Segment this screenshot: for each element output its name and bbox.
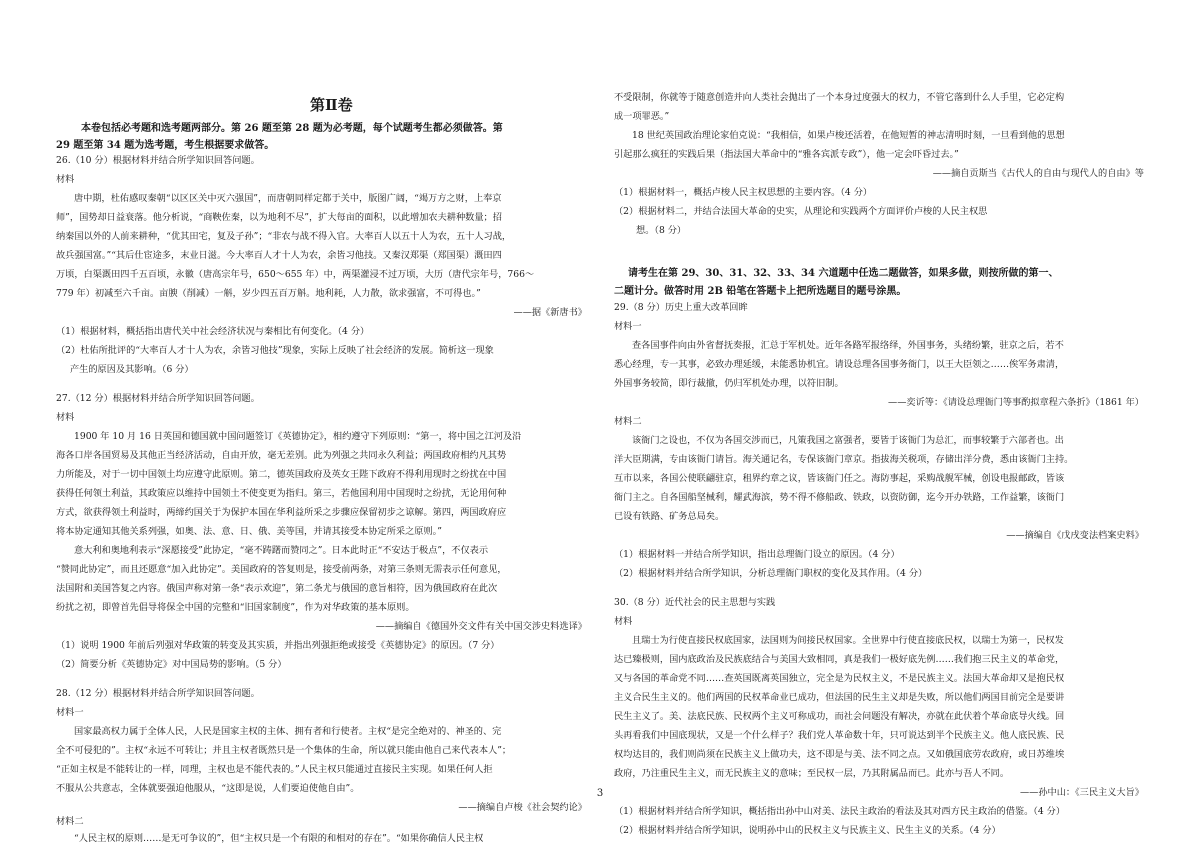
q26-question: 产生的原因及其影响。（6 分） <box>70 364 194 375</box>
q27-material-label: 材料 <box>56 412 75 423</box>
q28-material1-label: 材料一 <box>56 707 84 718</box>
q26-question: （2）杜佑所批评的“大率百人才十人为农，余皆习他技”现象，实际上反映了社会经济的发展。简析这一现象 <box>56 345 494 356</box>
q27-source: ——摘编自《德国外交文件有关中国交涉史料选译》 <box>375 621 587 632</box>
q26-material-line: 师”，国势却日益衰落。他分析说，“商鞅佐秦，以为地利不尽”，扩大每亩的面积，以此增加农夫耕种数量；招 <box>56 212 502 223</box>
q29-material2-line: 互市以来，各国公使联翩驻京，租界约章之议，皆该衙门任之。海防事起，采购战舰军械，创设电报邮政，皆该 <box>614 473 1065 484</box>
q29-material2-line: 洋大臣期满，专由该衙门请旨。海关通记名，专保该衙门章京。指拔海关税项，存储出洋分费，悉由该衙门主持。 <box>614 454 1074 465</box>
q29-question: （1）根据材料一并结合所学知识，指出总理衙门设立的原因。（4 分） <box>614 549 900 560</box>
q27-question: （2）简要分析《英德协定》对中国局势的影响。（5 分） <box>56 659 287 670</box>
right-column <box>614 0 1144 849</box>
q28-material1-source: ——摘编自卢梭《社会契约论》 <box>458 802 587 813</box>
q29-material2-source: ——摘编自《戊戌变法档案史料》 <box>1006 530 1144 541</box>
q30-question: （2）根据材料并结合所学知识，说明孙中山的民权主义与民族主义、民生主义的关系。（4 分） <box>614 825 1001 836</box>
q28-material1-line: 全不可侵犯的”。主权“永远不可转让；并且主权者既然只是一个集体的生命，所以就只能由他自己来代表本人”； <box>56 745 512 756</box>
q29-stem: 29.（8 分）历史上重大改革回眸 <box>614 302 748 313</box>
section-instructions-line-2: 29 题至第 34 题为选考题，考生根据要求做答。 <box>56 140 275 151</box>
page-number: 3 <box>596 788 604 799</box>
q27-question: （1）说明 1900 年前后列强对华政策的转变及其实质，并指出列强拒绝或接受《英德协定》的原因。（7 分） <box>56 640 500 651</box>
q28-material1-line: 国家最高权力属于全体人民，人民是国家主权的主体、拥有者和行使者。主权“是完全绝对的、神圣的、完 <box>74 726 502 737</box>
q27-material-line: 将本协定通知其他关系列强，如奥、法、意、日、俄、美等国，并请其接受本协定所采之原则。” <box>56 526 442 537</box>
q30-material-line: 权均达目的，我们则尚须在民族主义上做功夫，这不即是与美、法不同之点。又如俄国底劳农政府，或日苏维埃 <box>614 749 1065 760</box>
q27-material-line: 法国附和美国答复之内容。俄国声称对第一条“表示欢迎”，第二条尤与俄国的意旨相符，因为俄国政府在此次 <box>56 583 498 594</box>
q27-material-line: 获得任何领土利益，其政策应以维持中国领土不使变更为指归。第三，若他国利用中国现时之纷扰，无论用何种 <box>56 488 507 499</box>
q28-question: 想。（8 分） <box>636 225 687 236</box>
left-column <box>56 0 593 849</box>
q28-material2-source: ——摘自贡斯当《古代人的自由与现代人的自由》等 <box>932 168 1144 179</box>
q30-material-line: 政府，乃注重民生主义，而无民族主义的意味；至民权一层，乃其附属品而已。此亦与吾人不同。 <box>614 768 1010 779</box>
q30-material-line: 头再看我们中国底现状，又是一个什么样子？我们党人革命数十年，只可说达到半个民族主义。他人底民族、民 <box>614 730 1065 741</box>
q29-material2-line: 该衙门之设也，不仅为各国交涉而已，凡策我国之富强者，要皆于该衙门为总汇，而事较繁于六部者也。出 <box>632 435 1064 446</box>
section-title: 第Ⅱ卷 <box>310 96 353 114</box>
q29-material1-label: 材料一 <box>614 321 642 332</box>
q28-continued-line: 不受限制，你就等于随意创造并向人类社会抛出了一个本身过度强大的权力，不管它落到什么人手里，它必定构 <box>614 92 1065 103</box>
q30-material-label: 材料 <box>614 616 633 627</box>
q30-source: ——孙中山：《三民主义大旨》 <box>1019 787 1144 798</box>
q29-material1-line: 外国事务较简，即行裁撤，仍归军机处办理，以符旧制。 <box>614 378 844 389</box>
q30-material-line: 又与各国的革命党不同……查英国既离英国独立，完全是为民权主义，不是民族主义。法国大革命却又是抱民权 <box>614 673 1065 684</box>
q26-stem: 26.（10 分）根据材料并结合所学知识回答问题。 <box>56 155 260 166</box>
q28-continued-line: 成一项罪恶。” <box>614 111 670 122</box>
q30-stem: 30.（8 分）近代社会的民主思想与实践 <box>614 597 776 608</box>
q29-material2-label: 材料二 <box>614 416 642 427</box>
q29-material2-line: 已设有铁路、矿务总局矣。 <box>614 511 725 522</box>
q29-material1-line: 查各国事件向由外省督抚奏报，汇总于军机处。近年各路军报络绎，外国事务，头绪纷繁，驻京之后，若不 <box>632 340 1064 351</box>
q26-material-line: 唐中期，杜佑感叹秦朝“以区区关中灭六强国”，而唐朝同样定都于关中，版图广阔，“竭万方之财，上奉京 <box>74 193 502 204</box>
q28-question: （2）根据材料二，并结合法国大革命的史实，从理论和实践两个方面评价卢梭的人民主权思 <box>614 206 988 217</box>
q26-question: （1）根据材料，概括指出唐代关中社会经济状况与秦相比有何变化。（4 分） <box>56 326 370 337</box>
q30-question: （1）根据材料并结合所学知识，概括指出孙中山对美、法民主政治的看法及其对西方民主政治的借鉴。（4 分） <box>614 806 1066 817</box>
q28-continued-line: 18 世纪英国政治理论家伯克说：“我相信，如果卢梭还活着，在他短暂的神志清明时刻，一旦看到他的思想 <box>632 130 1065 141</box>
q30-material-line: 且瑞士为行使直接民权底国家，法国则为间接民权国家。全世界中行使直接底民权，以瑞士为第一，民权发 <box>632 635 1064 646</box>
q30-material-line: 民生主义了。美、法底民族、民权两个主义可称成功，而社会问题没有解决，亦就在此伏着个革命底导火线。回 <box>614 711 1065 722</box>
q26-source: ——据《新唐书》 <box>513 307 587 318</box>
q26-material-label: 材料 <box>56 174 75 185</box>
q27-material-line: 海各口岸各国贸易及其他正当经济活动，自由开放，毫无差别。此为列强之共同永久利益；两国政府相约凡其势 <box>56 450 507 461</box>
q28-material2-label: 材料二 <box>56 816 84 827</box>
q27-material-line: 纷扰之初，即曾首先倡导将保全中国的完整和“旧国家制度”，作为对华政策的基本原则。 <box>56 602 415 613</box>
q28-material1-line: “正如主权是不能转让的一样，同理，主权也是不能代表的。”人民主权只能通过直接民主实现。如果任何人拒 <box>56 764 493 775</box>
q27-stem: 27.（12 分）根据材料并结合所学知识回答问题。 <box>56 393 260 404</box>
q29-material1-source: ——奕䜣等：《请设总理衙门等事酌拟章程六条折》（1861 年） <box>888 397 1144 408</box>
q29-material1-line: 悉心经理，专一其事，必致办理延缓，未能悉协机宜。请设总理各国事务衙门，以王大臣领之……俟军务肃清， <box>614 359 1065 370</box>
q26-material-line: 纳秦国以外的人前来耕种，“优其田宅，复及子孙”；“非农与战不得入官。大率百人以五十人为农，五十人习战， <box>56 231 512 242</box>
q28-stem: 28.（12 分）根据材料并结合所学知识回答问题。 <box>56 688 260 699</box>
q29-material2-line: 衙门主之。自各国船坚械利，耀武海滨，势不得不修船政、铁政，以资防御，迄今开办铁路，工作益繁，该衙门 <box>614 492 1065 503</box>
q27-material-line: “赞同此协定”，而且还愿意“加入此协定”。美国政府的答复则是，接受前两条，对第三条则无需表示任何意见， <box>56 564 507 575</box>
q29-question: （2）根据材料并结合所学知识，分析总理衙门职权的变化及其作用。（4 分） <box>614 568 928 579</box>
q27-material-line: 方式，欲获得领土利益时，两缔约国关于为保护本国在华利益所采之步骤应保留初步之谅解。第四，两国政府应 <box>56 507 507 518</box>
elective-instructions-line-2: 二题计分。做答时用 2B 铅笔在答题卡上把所选题目的题号涂黑。 <box>614 286 907 297</box>
q26-material-line: 万顷，白渠溉田四千五百顷，永徽（唐高宗年号，650～655 年）中，两渠灌浸不过万顷，大历（唐代宗年号，766～ <box>56 269 535 280</box>
q27-material-line: 力所能及，对于一切中国领土均应遵守此原则。第二，德英国政府及英女王陛下政府不得利用现时之纷扰在中国 <box>56 469 507 480</box>
section-instructions-line-1: 本卷包括必考题和选考题两部分。第 26 题至第 28 题为必考题，每个试题考生都必须做答。第 <box>81 123 503 134</box>
q27-material-line: 意大利和奥地利表示“深愿接受”此协定，“毫不踌躇而赞同之”。日本此时正“不安达于极点”，不仅表示 <box>74 545 489 556</box>
elective-instructions-line-1: 请考生在第 29、30、31、32、33、34 六道题中任选二题做答，如果多做，则按所做的第一、 <box>628 268 1059 279</box>
q28-material2-line: “人民主权的原则……是无可争议的”，但“主权只是一个有限的和相对的存在”。“如果你确信人民主权 <box>74 833 484 844</box>
q30-material-line: 主义合民生主义的。他们两国的民权革命业已成功，但法国的民生主义却是失败，所以他们两国目前完全是要讲 <box>614 692 1065 703</box>
q27-material-line: 1900 年 10 月 16 日英国和德国就中国问题签订《英德协定》，相约遵守下列原则：“第一，将中国之江河及沿 <box>74 431 522 442</box>
q26-material-line: 779 年）初减至六千亩。亩腴（削减）一斛，岁少四五百万斛。地利耗，人力散，欲求强富，不可得也。” <box>56 288 481 299</box>
q26-material-line: 故兵强国富。”“其后仕宦途多，末业日滋。今大率百人才十人为农，余皆习他技。又秦汉郑渠（郑国渠）溉田四 <box>56 250 502 261</box>
q28-material1-line: 不服从公共意志，全体就要强迫他服从，“这即是说，人们要迫使他自由”。 <box>56 783 360 794</box>
q30-material-line: 达已臻极则，国内底政治及民族底结合与美国大致相同，真是我们一极好底先例……我们抱三民主义的革命党， <box>614 654 1065 665</box>
q28-continued-line: 引起那么疯狂的实践后果（指法国大革命中的“雅各宾派专政”），他一定会吓昏过去。” <box>614 149 959 160</box>
q28-question: （1）根据材料一，概括卢梭人民主权思想的主要内容。（4 分） <box>614 187 873 198</box>
